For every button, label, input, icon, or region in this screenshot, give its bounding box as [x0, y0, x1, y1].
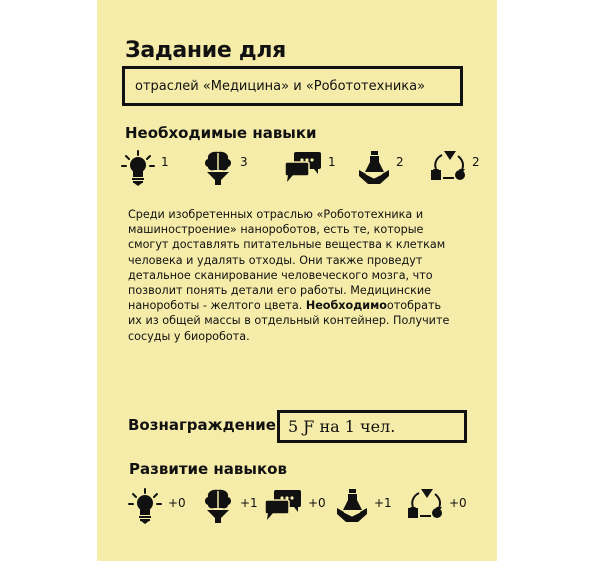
growth-skill-value: +0 — [449, 496, 467, 510]
task-description — [128, 207, 458, 344]
required-skill-flask — [358, 150, 430, 186]
brain-funnel-icon — [202, 150, 234, 186]
task-card — [97, 0, 497, 561]
required-skill-process — [430, 150, 480, 184]
skill-growth-row — [128, 488, 467, 524]
chat-bubbles-icon — [264, 488, 302, 522]
growth-skill-value: +1 — [374, 496, 392, 510]
required-skill-value: 2 — [472, 155, 480, 169]
growth-skill-value: +0 — [168, 496, 186, 510]
required-skill-value: 1 — [328, 155, 336, 169]
brain-funnel-icon — [202, 488, 234, 524]
required-skills-heading: Необходимые навыки — [125, 124, 317, 142]
growth-skill-value: +0 — [308, 496, 326, 510]
hand-flask-icon — [358, 150, 390, 186]
industries-box — [122, 66, 463, 106]
required-skill-value: 2 — [396, 155, 404, 169]
description-text-2: отобрать их из общей массы в отдельный контейнер. Получите сосуды у биоробота. — [128, 299, 450, 343]
skill-growth-heading: Развитие навыков — [129, 460, 287, 478]
idea-bulb-icon — [121, 150, 155, 186]
growth-skill-chat — [264, 488, 336, 522]
reward-label: Вознаграждение — [128, 416, 276, 434]
reward-box — [277, 410, 467, 443]
growth-skill-idea — [128, 488, 202, 524]
growth-skill-process — [407, 488, 467, 522]
hand-flask-icon — [336, 488, 368, 524]
required-skill-idea — [121, 150, 202, 186]
required-skill-brain — [202, 150, 284, 186]
growth-skill-flask — [336, 488, 407, 524]
growth-skill-value: +1 — [240, 496, 258, 510]
chat-bubbles-icon — [284, 150, 322, 184]
description-bold: Необходимо — [305, 299, 387, 313]
idea-bulb-icon — [128, 488, 162, 524]
reward-value: 5 Ƒ на 1 чел. — [288, 417, 396, 436]
process-cycle-icon — [407, 488, 443, 522]
task-title: Задание для — [125, 38, 286, 63]
required-skill-value: 1 — [161, 155, 169, 169]
growth-skill-brain — [202, 488, 264, 524]
required-skill-chat — [284, 150, 358, 184]
industries-text: отраслей «Медицина» и «Робототехника» — [135, 78, 426, 94]
required-skills-row — [121, 150, 480, 186]
required-skill-value: 3 — [240, 155, 248, 169]
description-text-1: Среди изобретенных отраслью «Робототехника и машиностроение» нанороботов, есть те, которые смогут доставлять питательные вещества к клеткам человека и удалять отходы. Они также проведут детальное сканирование человеческого мозга, что позволит понять детали его работы. Медицинские нанороботы - желтого цвета. — [128, 208, 446, 313]
process-cycle-icon — [430, 150, 466, 184]
